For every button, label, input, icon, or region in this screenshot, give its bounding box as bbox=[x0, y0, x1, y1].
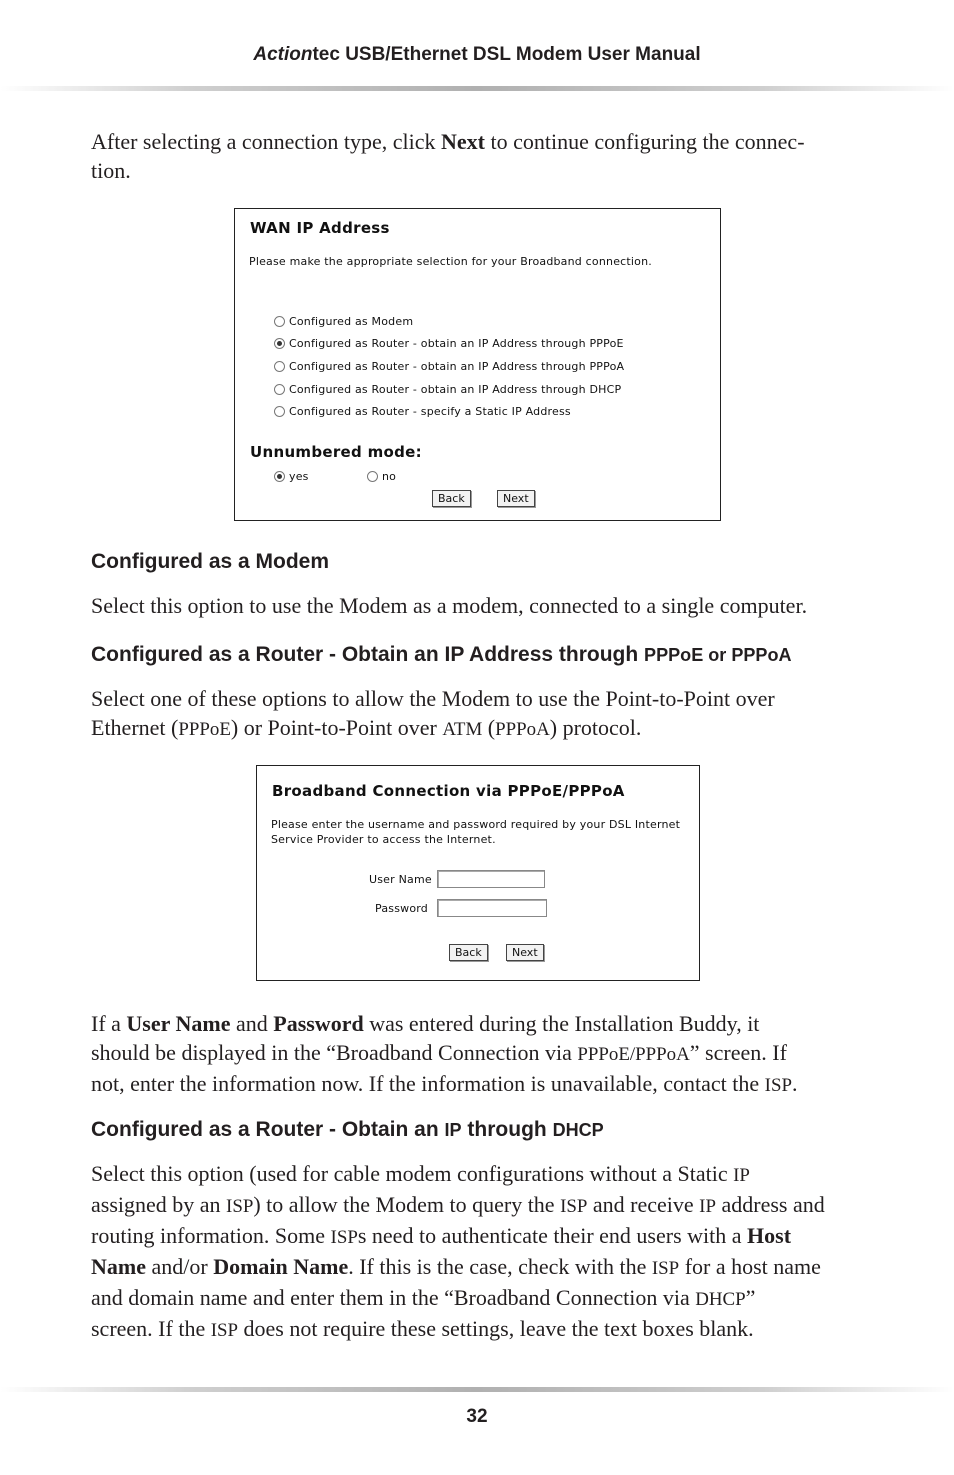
pppoe-desc-2: Service Provider to access the Internet. bbox=[271, 833, 496, 846]
user-name-input[interactable] bbox=[437, 870, 545, 888]
next-button[interactable]: Next bbox=[497, 490, 535, 507]
router-dhcp-paragraph: Select this option (used for cable modem configurations without a Static IP assigned by an ISP) to allow the Modem to query the ISP and receive IP address and routing information. Some ISPs need to authenticate their end users with a Host Name and/or Domain Name. If this is the case, check with the ISP for a host name and domain name and enter them in the “Broadband Connection via DHCP” screen. If the ISP does not require these settings, leave the text boxes blank. bbox=[91, 1161, 825, 1341]
router-ppp-paragraph: Select one of these options to allow the Modem to use the Point-to-Point over Ethernet (PPPoE) or Point-to-Point over ATM (PPPoA) protocol. bbox=[91, 686, 775, 740]
back-button[interactable]: Back bbox=[432, 490, 471, 507]
heading-modem: Configured as a Modem bbox=[91, 550, 330, 573]
intro-paragraph: After selecting a connection type, click Next to continue configuring the connec- tion. bbox=[91, 129, 805, 183]
option-router-pppoe[interactable]: Configured as Router - obtain an IP Address through PPPoE bbox=[274, 337, 624, 350]
pppoe-screenshot bbox=[256, 765, 700, 981]
user-name-paragraph: If a User Name and Password was entered during the Installation Buddy, it should be displayed in the “Broadband Connection via PPPoE/PPPoA” screen. If not, enter the information now. If the information is unavailable, contact the ISP. bbox=[91, 1011, 798, 1096]
page-number: 32 bbox=[466, 1406, 488, 1427]
option-router-static[interactable]: Configured as Router - specify a Static IP Address bbox=[274, 405, 571, 418]
password-input[interactable] bbox=[437, 899, 547, 917]
unnumbered-yes[interactable]: yes bbox=[274, 470, 309, 483]
back-button[interactable]: Back bbox=[449, 944, 488, 961]
header-rule bbox=[0, 86, 954, 91]
radio-icon[interactable] bbox=[274, 361, 285, 372]
footer-rule bbox=[0, 1387, 954, 1392]
user-name-label: User Name bbox=[369, 873, 432, 886]
radio-selected-icon[interactable] bbox=[274, 338, 285, 349]
option-modem[interactable]: Configured as Modem bbox=[274, 315, 413, 328]
option-router-pppoa[interactable]: Configured as Router - obtain an IP Address through PPPoA bbox=[274, 360, 624, 373]
modem-paragraph: Select this option to use the Modem as a modem, connected to a single computer. bbox=[91, 593, 808, 618]
wan-ip-screenshot bbox=[234, 208, 721, 521]
option-router-dhcp[interactable]: Configured as Router - obtain an IP Address through DHCP bbox=[274, 383, 621, 396]
unnumbered-no[interactable]: no bbox=[367, 470, 396, 483]
header-brand: Action bbox=[253, 44, 313, 65]
header-title: tec USB/Ethernet DSL Modem User Manual bbox=[312, 44, 701, 65]
pppoe-desc-1: Please enter the username and password required by your DSL Internet bbox=[271, 818, 681, 831]
radio-icon[interactable] bbox=[274, 384, 285, 395]
radio-selected-icon[interactable] bbox=[274, 471, 285, 482]
radio-icon[interactable] bbox=[274, 316, 285, 327]
radio-icon[interactable] bbox=[274, 406, 285, 417]
heading-router-dhcp: Configured as a Router - Obtain an IP through DHCP bbox=[91, 1118, 604, 1141]
heading-router-ppp: Configured as a Router - Obtain an IP Address through PPPoE or PPPoA bbox=[91, 643, 792, 666]
unnumbered-label: Unnumbered mode: bbox=[250, 443, 422, 461]
wan-subtitle: Please make the appropriate selection for your Broadband connection. bbox=[249, 255, 652, 268]
running-header bbox=[0, 44, 954, 66]
next-button[interactable]: Next bbox=[506, 944, 544, 961]
wan-title: WAN IP Address bbox=[250, 219, 390, 237]
password-label: Password bbox=[375, 902, 428, 915]
radio-icon[interactable] bbox=[367, 471, 378, 482]
pppoe-title: Broadband Connection via PPPoE/PPPoA bbox=[272, 782, 625, 800]
